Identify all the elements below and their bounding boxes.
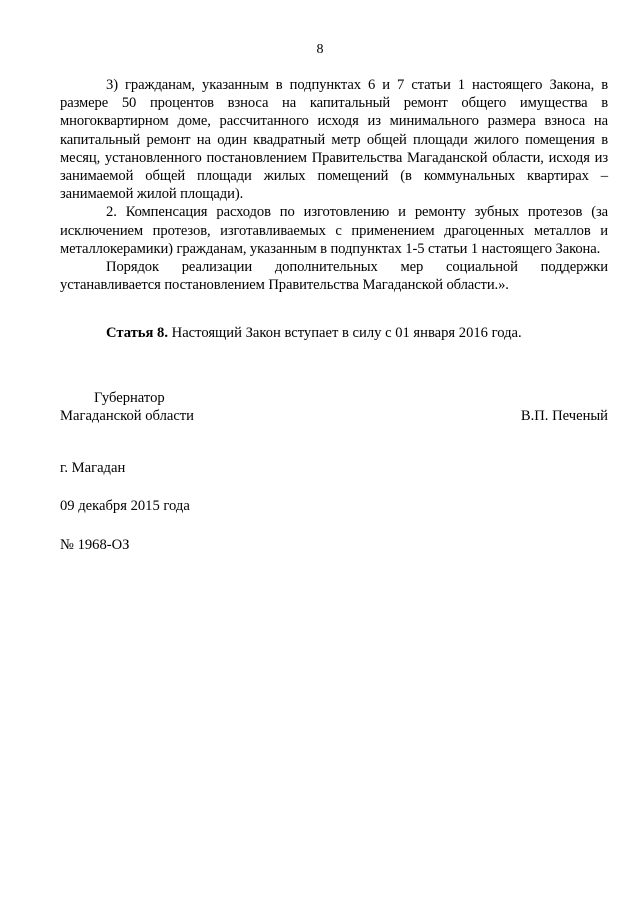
article-8 bbox=[60, 324, 608, 342]
signature-name: В.П. Печеный bbox=[520, 408, 608, 425]
signature-title-line-1: Губернатор bbox=[94, 390, 165, 406]
paragraph-item-3: 3) гражданам, указанным в подпунктах 6 и 7 статьи 1 настоящего Закона, в размере 50 процентов взноса на капитальный ремонт общего имущества в многоквартирном доме, рассчитанного исходя из минимального размера взноса на капитальный ремонт на один квадратный метр общей площади жилого помещения в месяц, установленного постановлением Правительства Магаданской области, исходя из занимаемой общей площади жилых помещений (в коммунальных квартирах – занимаемой жилой площади). bbox=[60, 77, 608, 203]
signature-title-line-2: Магаданской области bbox=[60, 408, 194, 425]
article-8-text: Настоящий Закон вступает в силу с 01 января 2016 года. bbox=[168, 325, 522, 342]
document-body bbox=[60, 76, 608, 343]
signature-block bbox=[60, 389, 608, 426]
page-number: 8 bbox=[316, 42, 324, 57]
law-number: № 1968-ОЗ bbox=[60, 537, 130, 553]
signing-city: г. Магадан bbox=[60, 460, 126, 476]
signing-date: 09 декабря 2015 года bbox=[60, 498, 190, 514]
paragraph-procedure: Порядок реализации дополнительных мер социальной поддержки устанавливается постановлением Правительства Магаданской области.». bbox=[60, 259, 608, 294]
article-8-label: Статья 8. bbox=[106, 325, 168, 342]
paragraph-item-2: 2. Компенсация расходов по изготовлению и ремонту зубных протезов (за исключением протезов, изготавливаемых с применением драгоценных металлов и металлокерамики) гражданам, указанным в подпунктах 1-5 статьи 1 настоящего Закона. bbox=[60, 204, 608, 257]
signature-row bbox=[60, 407, 608, 425]
